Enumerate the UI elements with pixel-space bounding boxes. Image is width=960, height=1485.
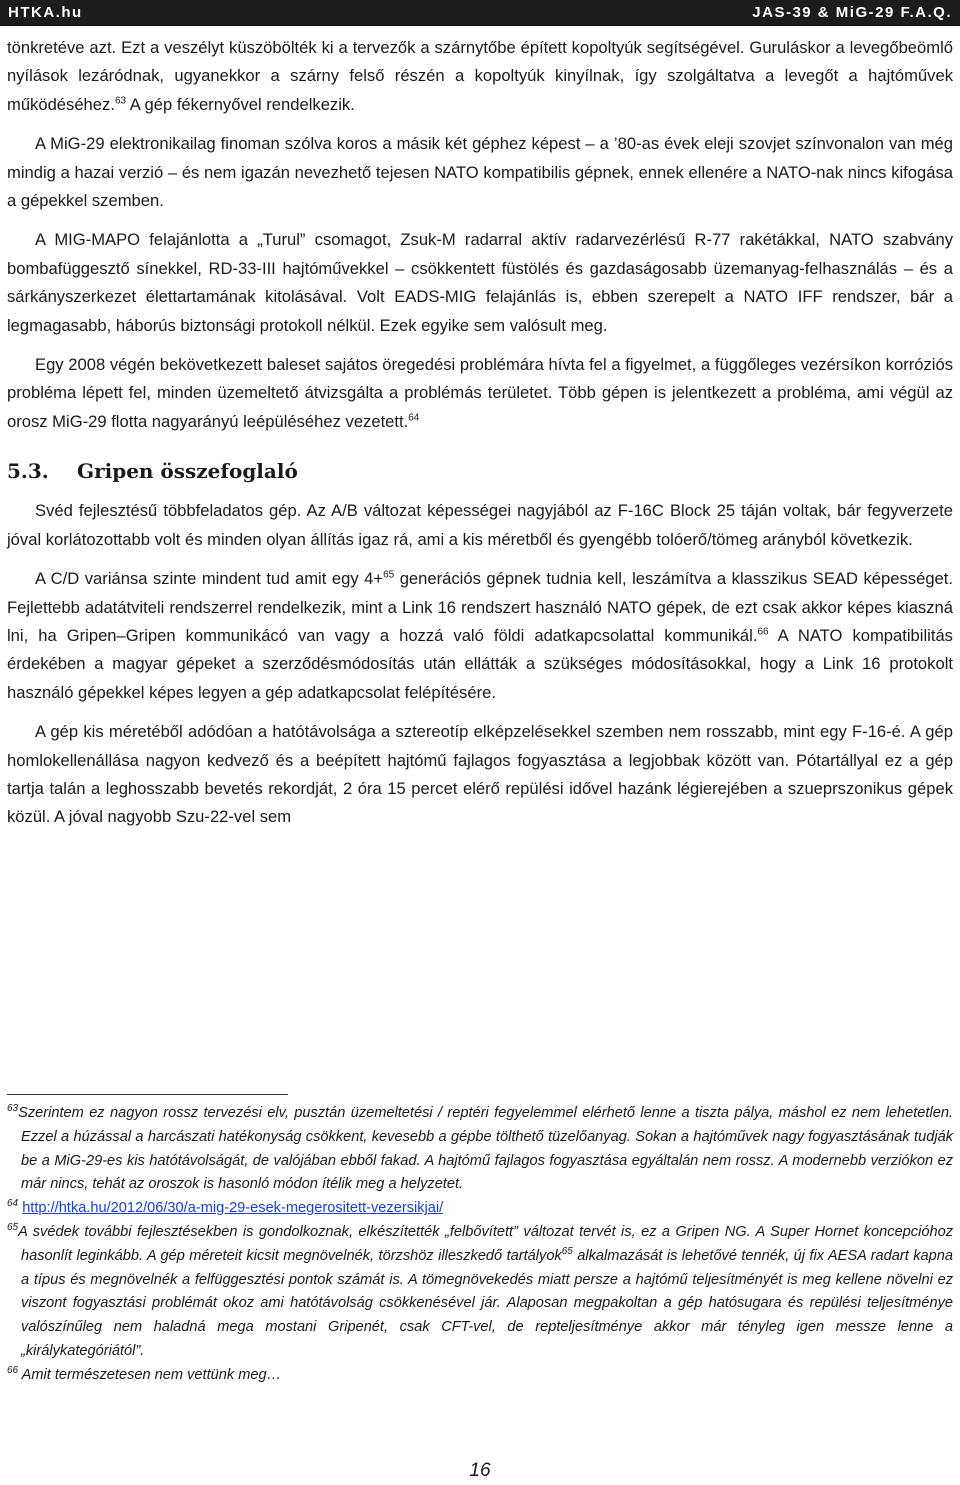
footnote-inner-ref: 65 <box>561 1245 573 1257</box>
footnote-66: $^{66}$ Amit természetesen nem vettünk meg… <box>7 1364 282 1383</box>
footnote-63: $^{63}$Szerintem ez nagyon rossz tervezési elv, pusztán üzemeltetési / reptéri fegyelemmel elérhető lenne a tiszta pálya, máshol ez nem lehetetlen. Ezzel a húzással a harcászati hatékonyság csökkent, kevesebb a gépbe tölthető tüzelőanyag. Sokan a hajtóművek nagy fogyasztásának tudják be a MiG-29-es kis hatótávolságát, de valójában ebből fakad. A hajtómű fajlagos fogyasztása egyáltalán nem rossz. A modernebb verziókon ez már nincs, tehát az oroszok is hasonló módon ítélik meg a helyzetet. <box>7 1103 953 1193</box>
section-heading <box>7 456 953 486</box>
footnote-separator <box>7 1094 288 1095</box>
main-content <box>7 34 953 832</box>
paragraph-2: A MiG-29 elektronikailag finoman szólva koros a másik két géphez képest – a ’80-as évek eleji szovjet színvonalon van még mindig a hazai verzió – és nem igazán nevezhető tejesen NATO kompatibilis gépnek, ennek ellenére a NATO-nak nincs kifogása a gépekkel szemben. <box>7 134 953 211</box>
footnote-64 <box>7 1197 953 1221</box>
page-number: 16 <box>469 1460 491 1481</box>
footnote-link[interactable]: http://htka.hu/2012/06/30/a-mig-29-esek-megerositett-vezersikjai/ <box>22 1200 444 1217</box>
footnote-number: 64 <box>7 1198 19 1210</box>
footnote-ref-64[interactable]: 64 <box>408 412 420 424</box>
footnote-number: 65 <box>7 1222 19 1234</box>
section-number: 5.3. <box>7 459 49 484</box>
paragraph-6: A C/D variánsa szinte mindent tud amit egy 4+$^{65}$ generációs gépnek tudnia kell, leszámítva a klasszikus SEAD képességet. Fejlettebb adatátviteli rendszerrel rendelkezik, mint a Link 16 rendszert használó NATO gépek, de ezt csak akkor képes kiaszná lni, ha Gripen–Gripen kommunikácó van vagy a hozzá való földi adatkapcsolattal kommunikál.$^{66}$ A NATO kompatibilitás érdekében a magyar gépeket a szerződésmódosítás után ellátták a szükséges módosításokkal, hogy a Link 16 protokolt használó gépekkel képes legyen a gép adatkapcsolat felépítésére. <box>7 569 953 702</box>
footnote-number: 63 <box>7 1103 19 1115</box>
paragraph-7: A gép kis méretéből adódóan a hatótávolsága a sztereotíp elképzelésekkel szemben nem rosszabb, mint egy F-16-é. A gép homlokellenállása nagyon kedvező és a beépített hajtómű fajlagos fogyasztása a legjobbak között van. Pótartállyal ez a gép tartja talán a leghosszabb bevetés rekordját, 2 óra 15 percet elérő repülési idővel hazánk légierejében a szueprszonikus gépek közül. A jóval nagyobb Szu-22-vel sem <box>7 722 953 827</box>
footnote-65: $^{65}$A svédek további fejlesztésekben is gondolkoznak, elkészítették „felbővített” változat tervét is, ez a Gripen NG. A Super Hornet koncepcióhoz hasonlít leginkább. A gép méreteit kicsit megnövelnék, törzshöz illeszkedő tartályok$^{65}$ alkalmazását is lehetővé tennék, új fix AESA radart kapna a típus és megnövelnék a felfüggesztési pontok számát is. A tömegnövekedés miatt persze a hajtómű teljesítményét is meg kellene növelni ez viszont fogyasztási problémát okoz ami hatótávolság csökkenésével jár. Alaposan megpakoltan a gép hatósugara és repülési teljesítménye valószínűleg nem haladná mega mostani Gripenét, csak CFT-vel, de repteljesítménye akkor már tényleg igen messze lenne a „királykategóriától”. <box>7 1222 953 1359</box>
footnote-ref-65[interactable]: 65 <box>383 569 395 581</box>
page-header <box>0 0 960 26</box>
paragraph-5: Svéd fejlesztésű többfeladatos gép. Az A/B változat képességei nagyjából az F-16C Block 25 táján voltak, bár fegyverzete jóval korlátozottabb volt és minden olyan állítás igaz rá, ami a kis méretből és gyengébb tolóerő/tömeg arányból következik. <box>7 501 953 549</box>
footnote-ref-63[interactable]: 63 <box>114 95 127 107</box>
footnotes <box>7 1102 953 1388</box>
header-site-name: HTKA.hu <box>8 4 83 21</box>
header-document-title: JAS-39 & MiG-29 F.A.Q. <box>752 4 952 21</box>
section-title: Gripen összefoglaló <box>77 459 298 484</box>
paragraph-1: tönkretéve azt. Ezt a veszélyt küszöbölték ki a tervezők a szárnytőbe épített kopoltyúk segítségével. Guruláskor a levegőbeömlő nyílások lezáródnak, ugyanekkor a szárny felső részén a kopoltyúk kinyílnak, így szolgáltatva a levegőt a hajtóművek működéséhez.$^{63}$ A gép fékernyővel rendelkezik. <box>7 38 953 114</box>
paragraph-4: Egy 2008 végén bekövetkezett baleset sajátos öregedési problémára hívta fel a figyelmet, a függőleges vezérsíkon korróziós probléma lépett fel, minden üzemeltető átvizsgálta a problémás területet. Több gépen is jelentkezett a probléma, ami végül az orosz MiG-29 flotta nagyarányú leépüléséhez vezetett.$^{64}$ <box>7 355 953 431</box>
footnote-ref-66[interactable]: 66 <box>757 626 769 638</box>
paragraph-3: A MIG-MAPO felajánlotta a „Turul” csomagot, Zsuk-M radarral aktív radarvezérlésű R-77 rakétákkal, NATO szabvány bombafüggesztő sínekkel, RD-33-III hajtóművekkel – csökkentett füstölés és gazdaságosabb üzemanyag-felhasználás – és a sárkányszerkezet élettartamának kitolásával. Volt EADS-MIG felajánlás is, ebben szerepelt a NATO IFF rendszer, bár a legmagasabb, háborús biztonsági protokoll nélkül. Ezek egyike sem valósult meg. <box>7 230 953 335</box>
footnote-number: 66 <box>7 1364 19 1376</box>
